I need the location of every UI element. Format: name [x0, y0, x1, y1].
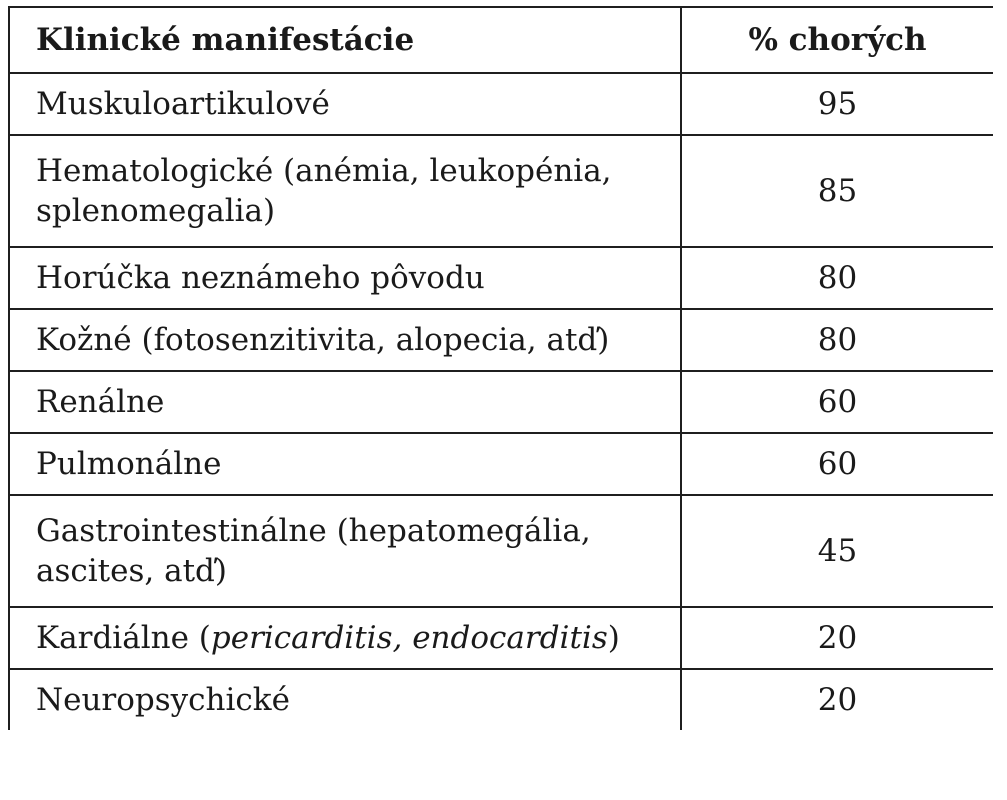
row-percent: 20	[681, 669, 993, 730]
row-name: Pulmonálne	[9, 433, 681, 495]
table-row	[9, 73, 993, 135]
table-row	[9, 135, 993, 247]
row-percent: 60	[681, 371, 993, 433]
row-percent: 95	[681, 73, 993, 135]
row-name: Renálne	[9, 371, 681, 433]
table-row	[9, 309, 993, 371]
row-name	[9, 607, 681, 669]
table-row	[9, 247, 993, 309]
header-clinical-manifestations: Klinické manifestácie	[9, 7, 681, 73]
header-percent-patients: % chorých	[681, 7, 993, 73]
row-percent: 80	[681, 247, 993, 309]
row-name: Hematologické (anémia, leukopénia, splenomegalia)	[9, 135, 681, 247]
table-row	[9, 495, 993, 607]
row-percent: 60	[681, 433, 993, 495]
table-row	[9, 433, 993, 495]
row-percent: 85	[681, 135, 993, 247]
table-row	[9, 371, 993, 433]
row-name-prefix: Kardiálne (	[36, 620, 211, 656]
row-name-suffix: )	[607, 620, 620, 656]
row-percent: 80	[681, 309, 993, 371]
row-name: Gastrointestinálne (hepatomegália, ascites, atď)	[9, 495, 681, 607]
row-percent: 20	[681, 607, 993, 669]
table-row	[9, 607, 993, 669]
row-name: Kožné (fotosenzitivita, alopecia, atď)	[9, 309, 681, 371]
row-name: Neuropsychické	[9, 669, 681, 730]
table-header-row	[9, 7, 993, 73]
row-percent: 45	[681, 495, 993, 607]
table-row	[9, 669, 993, 730]
row-name: Horúčka neznámeho pôvodu	[9, 247, 681, 309]
row-name: Muskuloartikulové	[9, 73, 681, 135]
manifestations-table-container	[8, 6, 993, 796]
clinical-manifestations-table	[8, 6, 993, 730]
row-name-italic: pericarditis, endocarditis	[210, 620, 608, 656]
